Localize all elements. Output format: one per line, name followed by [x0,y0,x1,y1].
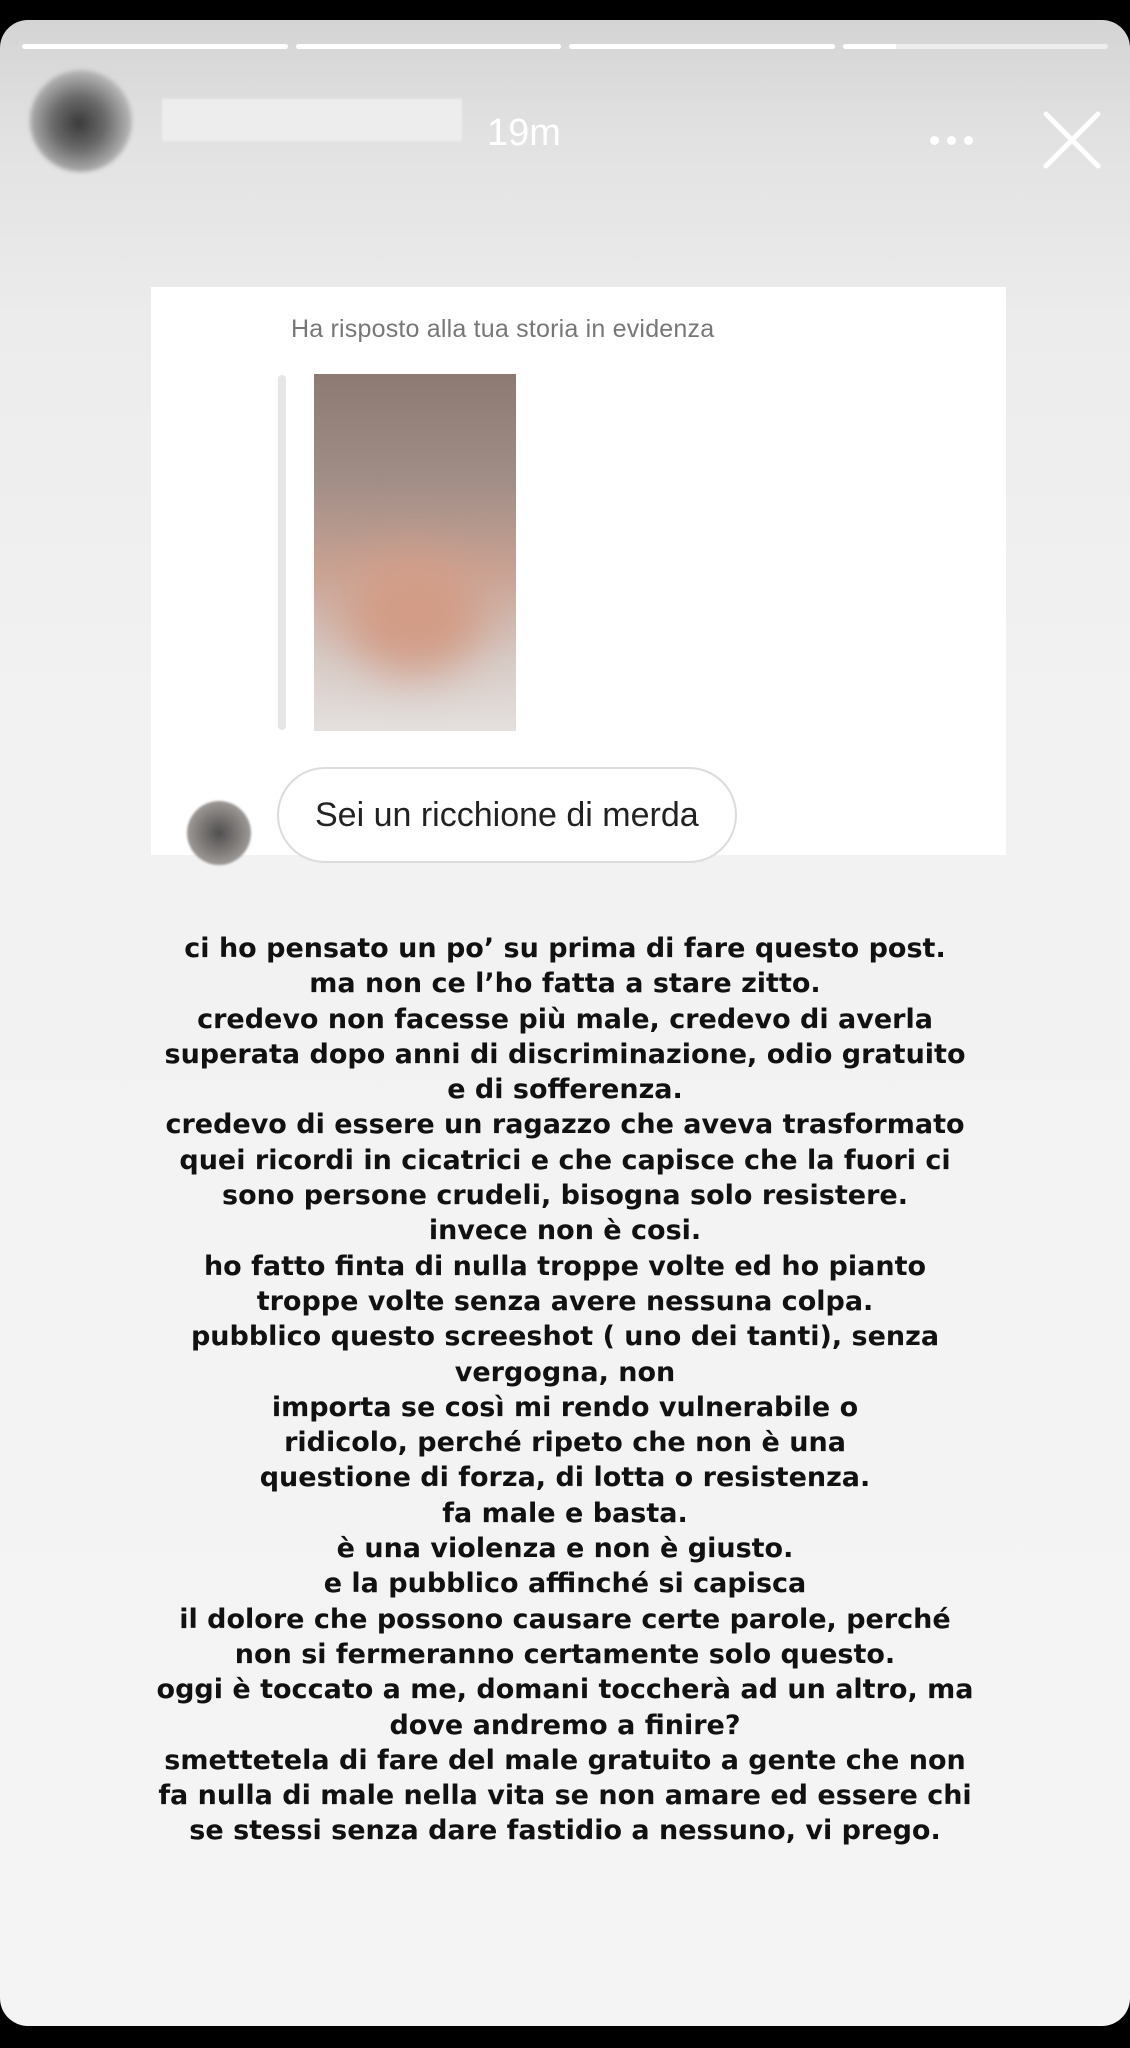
reply-indicator-line [278,375,286,730]
author-avatar[interactable] [30,70,132,172]
message-text: Sei un ricchione di merda [315,795,699,834]
caption-line: importa se così mi rendo vulnerabile o [271,1391,859,1423]
story-viewer[interactable] [0,20,1130,2026]
story-caption-text [150,931,980,1849]
caption-line: e la pubblico affinché si capisca [323,1568,807,1600]
caption-line: credevo di essere un ragazzo che aveva trasformato [165,1109,965,1141]
caption-line: è una violenza e non è giusto. [336,1533,794,1565]
more-options-button[interactable] [930,120,980,160]
caption-line: troppe volte senza avere nessuna colpa. [256,1285,874,1317]
caption-line: non si fermeranno certamente solo questo. [234,1638,896,1670]
story-timestamp: 19m [487,112,561,154]
close-icon [1040,108,1104,172]
caption-line: superata dopo anni di discriminazione, odio gratuito [164,1038,966,1070]
progress-segment [569,44,835,49]
caption-line: pubblico questo screeshot ( uno dei tanti), senza [190,1321,940,1353]
caption-line: quei ricordi in cicatrici e che capisce che la fuori ci [179,1144,951,1176]
caption-line: credevo non facesse più male, credevo di averla [197,1003,933,1035]
caption-line: il dolore che possono causare certe parole, perché [179,1603,951,1635]
more-dot [947,136,956,145]
caption-line: ho fatto finta di nulla troppe volte ed ho pianto [203,1250,927,1282]
caption-line: fa male e basta. [442,1497,688,1529]
progress-segment [22,44,288,49]
caption-line: fa nulla di male nella vita se non amare ed essere chi [158,1780,972,1812]
story-thumbnail-blurred [314,374,516,731]
author-username-redacted[interactable] [162,99,462,141]
caption-line: invece non è cosi. [428,1215,702,1247]
caption-line: ci ho pensato un po’ su prima di fare questo post. [184,933,946,964]
screenshot-reply-card [151,287,1006,855]
caption-line: dove andremo a finire? [389,1709,741,1741]
caption-line: sono persone crudeli, bisogna solo resistere. [222,1180,908,1212]
caption-line: smettetela di fare del male gratuito a gente che non [164,1744,966,1776]
caption-line: ridicolo, perché ripeto che non è una [284,1427,846,1459]
caption-line: vergogna, non [454,1356,676,1388]
caption-line: ma non ce l’ho fatta a stare zitto. [309,968,821,1000]
caption-line: oggi è toccato a me, domani toccherà ad un altro, ma [156,1674,974,1706]
reply-caption: Ha risposto alla tua storia in evidenza [291,315,715,343]
more-dot [964,136,973,145]
progress-segment [843,44,1109,49]
progress-segment [296,44,562,49]
caption-line: e di sofferenza. [447,1074,683,1106]
message-bubble [277,767,737,863]
caption-line: se stessi senza dare fastidio a nessuno, vi prego. [189,1815,941,1847]
caption-line: questione di forza, di lotta o resistenza. [259,1462,871,1494]
close-button[interactable] [1040,108,1104,172]
story-progress-bar [22,44,1108,49]
sender-avatar [187,801,251,865]
more-horizontal-icon [930,136,939,145]
